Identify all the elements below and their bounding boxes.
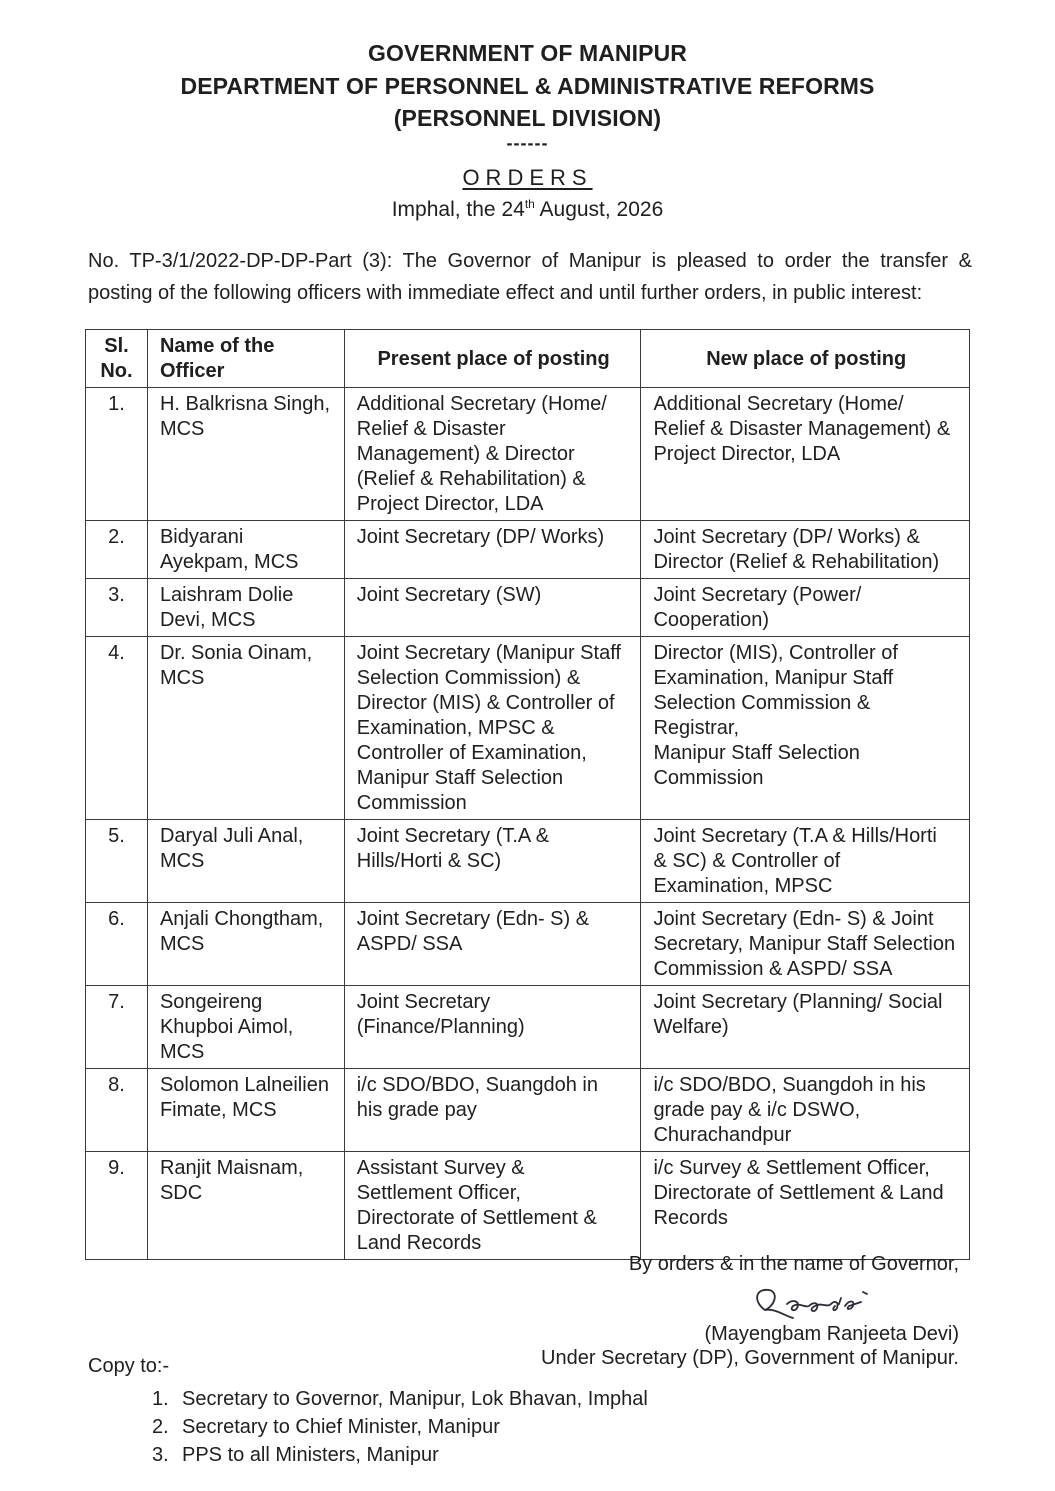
intro-line-1: No. TP-3/1/2022-DP-DP-Part (3): The Governor of Manipur is pleased to order the transfer &	[88, 250, 972, 272]
new-posting	[641, 1069, 970, 1152]
serial-number	[86, 579, 148, 637]
new-posting-line: Director (MIS), Controller of	[653, 642, 898, 664]
new-posting	[641, 521, 970, 579]
date-prefix: Imphal, the 24	[391, 198, 525, 221]
table-header-row	[86, 330, 970, 388]
copy-to-item: 2. Secretary to Chief Minister, Manipur	[152, 1416, 500, 1438]
officer-name	[147, 579, 344, 637]
table-row	[86, 579, 970, 637]
present-posting-line: Commission	[356, 792, 467, 814]
table-row	[86, 388, 970, 521]
officer-name	[147, 1069, 344, 1152]
serial-number-line: 8.	[108, 1074, 125, 1096]
new-posting-line: grade pay & i/c DSWO,	[653, 1099, 861, 1121]
officer-name-line: Khupboi Aimol,	[159, 1016, 294, 1038]
present-posting-line: Joint Secretary (DP/ Works)	[356, 526, 605, 548]
serial-number	[86, 1152, 148, 1260]
present-posting-line: Controller of Examination,	[356, 742, 587, 764]
new-posting	[641, 820, 970, 903]
officer-name-line: H. Balkrisna Singh,	[159, 393, 331, 415]
date-rest: August, 2026	[534, 198, 664, 221]
copy-to-label: Copy to:-	[88, 1355, 170, 1377]
officer-name-line: MCS	[159, 850, 205, 872]
present-posting-line: Director (MIS) & Controller of	[356, 692, 615, 714]
present-posting-line: Management) & Director	[356, 443, 575, 465]
serial-number	[86, 637, 148, 820]
officer-name	[147, 388, 344, 521]
present-posting-line: Directorate of Settlement &	[356, 1207, 597, 1229]
intro-line-2: posting of the following officers with immediate effect and until further orders, in public interest:	[88, 282, 923, 304]
date-suffix: th	[524, 197, 535, 211]
new-posting	[641, 903, 970, 986]
header-officer-name: Name of the Officer	[147, 330, 344, 388]
new-posting-line: Joint Secretary (DP/ Works) &	[653, 526, 920, 548]
officer-name-line: Ayekpam, MCS	[159, 551, 299, 573]
new-posting-line: Commission	[653, 767, 764, 789]
serial-number	[86, 986, 148, 1069]
present-posting-line: Land Records	[356, 1232, 482, 1254]
present-posting	[344, 903, 641, 986]
present-posting-line: Manipur Staff Selection	[356, 767, 564, 789]
order-date	[0, 197, 1055, 222]
present-posting	[344, 1069, 641, 1152]
officer-name-line: MCS	[159, 933, 205, 955]
present-posting-line: i/c SDO/BDO, Suangdoh in	[356, 1074, 598, 1096]
header-separator: ------	[506, 133, 549, 153]
present-posting-line: Hills/Horti & SC)	[356, 850, 502, 872]
serial-number-line: 5.	[108, 825, 125, 847]
new-posting-line: & SC) & Controller of	[653, 850, 841, 872]
new-posting-line: Commission & ASPD/ SSA	[653, 958, 893, 980]
officer-name-line: Dr. Sonia Oinam,	[159, 642, 313, 664]
new-posting-line: Project Director, LDA	[653, 443, 841, 465]
officer-name	[147, 820, 344, 903]
present-posting	[344, 1152, 641, 1260]
new-posting-line: Joint Secretary (Power/	[653, 584, 862, 606]
table-row	[86, 1152, 970, 1260]
present-posting-line: Assistant Survey &	[356, 1157, 525, 1179]
present-posting	[344, 388, 641, 521]
present-posting-line: (Finance/Planning)	[356, 1016, 525, 1038]
serial-number-line: 3.	[108, 584, 125, 606]
serial-number-line: 7.	[108, 991, 125, 1013]
officer-name	[147, 986, 344, 1069]
new-posting-line: Examination, Manipur Staff	[653, 667, 894, 689]
present-posting-line: Joint Secretary (Manipur Staff	[356, 642, 621, 664]
officer-name	[147, 637, 344, 820]
officer-name-line: Solomon Lalneilien	[159, 1074, 329, 1096]
present-posting	[344, 637, 641, 820]
new-posting	[641, 986, 970, 1069]
by-orders-text: By orders & in the name of Governor,	[628, 1253, 959, 1275]
signatory-designation: Under Secretary (DP), Government of Manipur.	[541, 1347, 959, 1369]
header-present-posting: Present place of posting	[344, 330, 641, 388]
present-posting-line: (Relief & Rehabilitation) &	[356, 468, 586, 490]
serial-number-line: 6.	[108, 908, 125, 930]
new-posting-line: Joint Secretary (Edn- S) & Joint	[653, 908, 934, 930]
officer-name	[147, 521, 344, 579]
copy-to-item: 1. Secretary to Governor, Manipur, Lok Bhavan, Imphal	[152, 1388, 648, 1410]
orders-heading: ORDERS	[462, 165, 593, 190]
present-posting	[344, 521, 641, 579]
present-posting-line: Additional Secretary (Home/	[356, 393, 607, 415]
present-posting-line: Joint Secretary	[356, 991, 491, 1013]
new-posting-line: i/c Survey & Settlement Officer,	[653, 1157, 930, 1179]
present-posting-line: Relief & Disaster	[356, 418, 506, 440]
present-posting-line: Joint Secretary (SW)	[356, 584, 542, 606]
new-posting-line: Manipur Staff Selection	[653, 742, 860, 764]
serial-number-line: 1.	[108, 393, 125, 415]
officer-name	[147, 903, 344, 986]
new-posting-line: Directorate of Settlement & Land	[653, 1182, 944, 1204]
table-row	[86, 986, 970, 1069]
officer-name-line: SDC	[159, 1182, 203, 1204]
present-posting-line: Examination, MPSC &	[356, 717, 555, 739]
table-row	[86, 820, 970, 903]
new-posting-line: Director (Relief & Rehabilitation)	[653, 551, 940, 573]
copy-to-item: 3. PPS to all Ministers, Manipur	[152, 1444, 439, 1466]
present-posting	[344, 820, 641, 903]
serial-number-line: 2.	[108, 526, 125, 548]
transfer-table	[85, 329, 970, 1260]
officer-name-line: MCS	[159, 1041, 205, 1063]
new-posting-line: Welfare)	[653, 1016, 729, 1038]
new-posting-line: Records	[653, 1207, 728, 1229]
table-row	[86, 521, 970, 579]
officer-name-line: MCS	[159, 418, 205, 440]
new-posting	[641, 1152, 970, 1260]
officer-name-line: Bidyarani	[159, 526, 244, 548]
officer-name-line: Devi, MCS	[159, 609, 256, 631]
serial-number	[86, 388, 148, 521]
new-posting-line: Cooperation)	[653, 609, 770, 631]
signature-mark	[745, 1280, 875, 1325]
officer-name-line: Daryal Juli Anal,	[159, 825, 304, 847]
serial-number	[86, 521, 148, 579]
government-title: GOVERNMENT OF MANIPUR	[368, 40, 687, 66]
new-posting-line: Examination, MPSC	[653, 875, 833, 897]
division-title: (PERSONNEL DIVISION)	[393, 105, 662, 131]
officer-name-line: Laishram Dolie	[159, 584, 294, 606]
serial-number	[86, 820, 148, 903]
officer-name-line: Songeireng	[159, 991, 263, 1013]
new-posting-line: Additional Secretary (Home/	[653, 393, 904, 415]
new-posting-line: Secretary, Manipur Staff Selection	[653, 933, 956, 955]
officer-name	[147, 1152, 344, 1260]
new-posting-line: Joint Secretary (Planning/ Social	[653, 991, 943, 1013]
table-row	[86, 903, 970, 986]
present-posting-line: Settlement Officer,	[356, 1182, 521, 1204]
present-posting-line: Selection Commission) &	[356, 667, 581, 689]
new-posting	[641, 388, 970, 521]
present-posting-line: his grade pay	[356, 1099, 477, 1121]
new-posting-line: Joint Secretary (T.A & Hills/Horti	[653, 825, 937, 847]
serial-number-line: 9.	[108, 1157, 125, 1179]
serial-number	[86, 903, 148, 986]
new-posting-line: Relief & Disaster Management) &	[653, 418, 951, 440]
order-intro	[88, 245, 972, 309]
present-posting-line: Joint Secretary (T.A &	[356, 825, 550, 847]
officer-name-line: Fimate, MCS	[159, 1099, 277, 1121]
present-posting-line: Joint Secretary (Edn- S) &	[356, 908, 590, 930]
new-posting-line: Selection Commission & Registrar,	[653, 692, 871, 739]
officer-name-line: MCS	[159, 667, 205, 689]
header-new-posting: New place of posting	[641, 330, 970, 388]
officer-name-line: Ranjit Maisnam,	[159, 1157, 304, 1179]
present-posting	[344, 986, 641, 1069]
new-posting	[641, 579, 970, 637]
present-posting	[344, 579, 641, 637]
present-posting-line: Project Director, LDA	[356, 493, 544, 515]
signatory-name: (Mayengbam Ranjeeta Devi)	[704, 1323, 959, 1345]
serial-number-line: 4.	[108, 642, 125, 664]
officer-name-line: Anjali Chongtham,	[159, 908, 324, 930]
department-title: DEPARTMENT OF PERSONNEL & ADMINISTRATIVE REFORMS	[180, 73, 875, 99]
new-posting	[641, 637, 970, 820]
table-row	[86, 637, 970, 820]
copy-to-list	[152, 1385, 648, 1469]
table-row	[86, 1069, 970, 1152]
present-posting-line: ASPD/ SSA	[356, 933, 463, 955]
new-posting-line: i/c SDO/BDO, Suangdoh in his	[653, 1074, 926, 1096]
serial-number	[86, 1069, 148, 1152]
new-posting-line: Churachandpur	[653, 1124, 792, 1146]
header-sl-no: Sl. No.	[86, 330, 148, 388]
